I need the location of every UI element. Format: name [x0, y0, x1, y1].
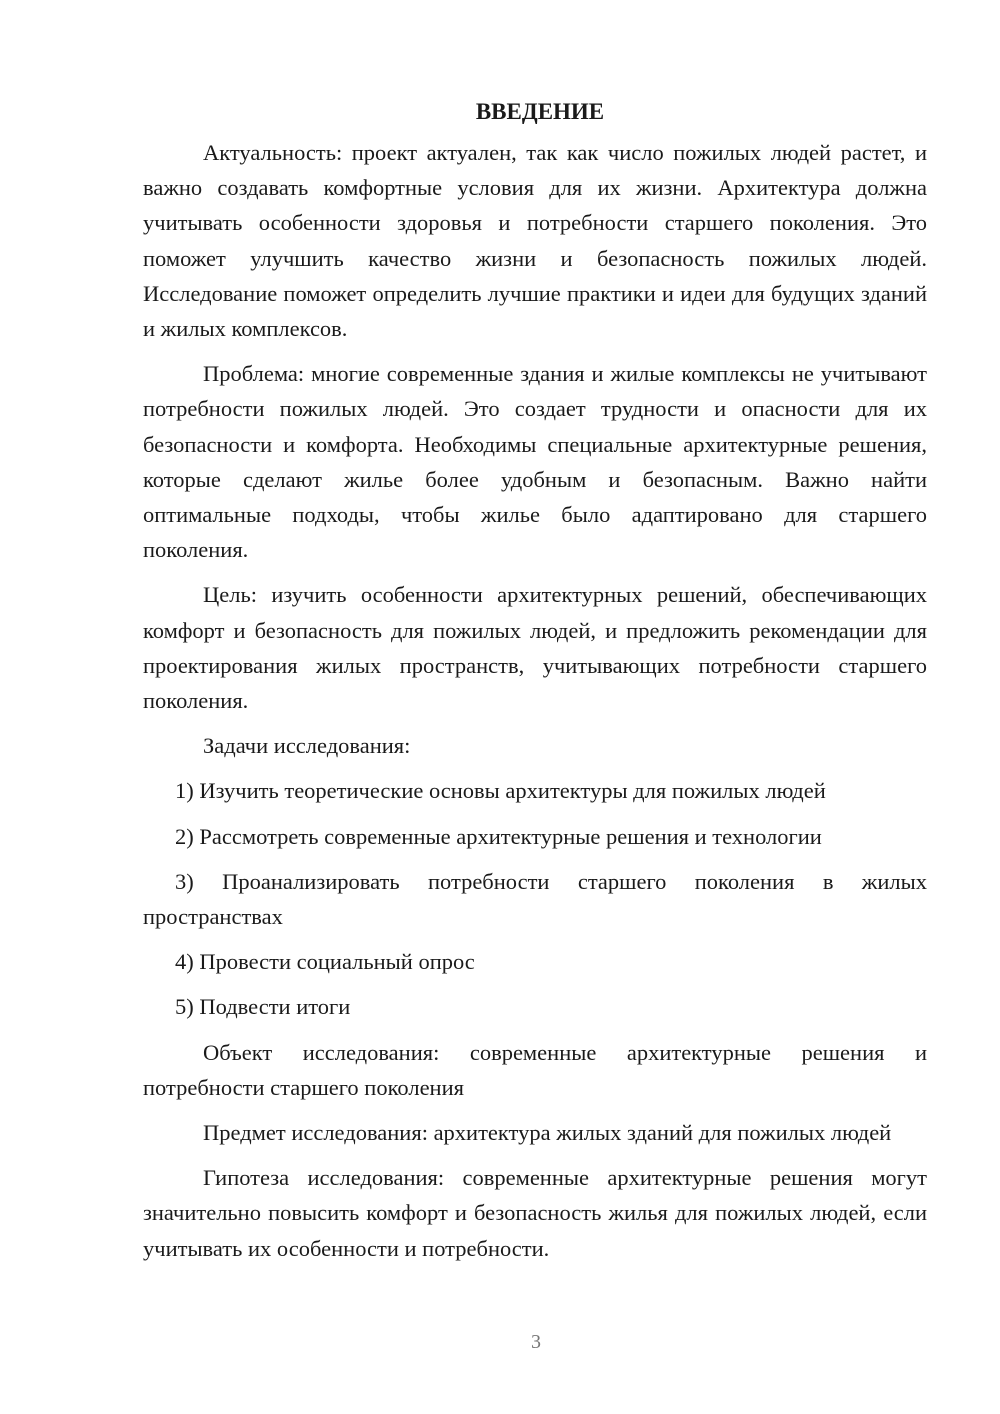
list-item-task-5: 5) Подвести итоги [175, 994, 351, 1020]
paragraph-object: Объект исследования: современные архитектурные решения и потребности старшего поколения [143, 1039, 927, 1100]
list-item-task-3: 3) Проанализировать потребности старшего поколения в жилых пространствах [143, 868, 927, 930]
paragraph-hypothesis: Гипотеза исследования: современные архитектурные решения могут значительно повысить комфорт и безопасность жилья для пожилых людей, если учитывать их особенности и потребности. [143, 1165, 927, 1261]
page-title: ВВЕДЕНИЕ [475, 99, 605, 124]
tasks-list [143, 773, 927, 1024]
list-item-task-1: 1) Изучить теоретические основы архитектуры для пожилых людей [175, 778, 826, 804]
paragraph-problem: Проблема: многие современные здания и жилые комплексы не учитывают потребности пожилых людей. Это создает трудности и опасности для их безопасности и комфорта. Необходимы специальные архитектурные решения, которые сделают жилье более удобным и безопасным. Важно найти оптимальные подходы, чтобы жилье было адаптировано для старшего поколения. [143, 361, 927, 563]
list-item-task-2: 2) Рассмотреть современные архитектурные решения и технологии [175, 823, 822, 849]
page-number: 3 [531, 1331, 541, 1353]
paragraph-relevance: Актуальность: проект актуален, так как число пожилых людей растет, и важно создавать комфортные условия для их жизни. Архитектура должна учитывать особенности здоровья и потребности старшего поколения. Это поможет улучшить качество жизни и безопасность пожилых людей. Исследование поможет определить лучшие практики и идеи для будущих зданий и жилых комплексов. [143, 140, 927, 342]
tasks-heading: Задачи исследования: [203, 733, 411, 759]
list-item-task-4: 4) Провести социальный опрос [175, 949, 475, 975]
paragraph-goal: Цель: изучить особенности архитектурных решений, обеспечивающих комфорт и безопасность для пожилых людей, и предложить рекомендации для проектирования жилых пространств, учитывающих потребности старшего поколения. [143, 582, 927, 714]
paragraph-subject: Предмет исследования: архитектура жилых зданий для пожилых людей [203, 1120, 892, 1146]
